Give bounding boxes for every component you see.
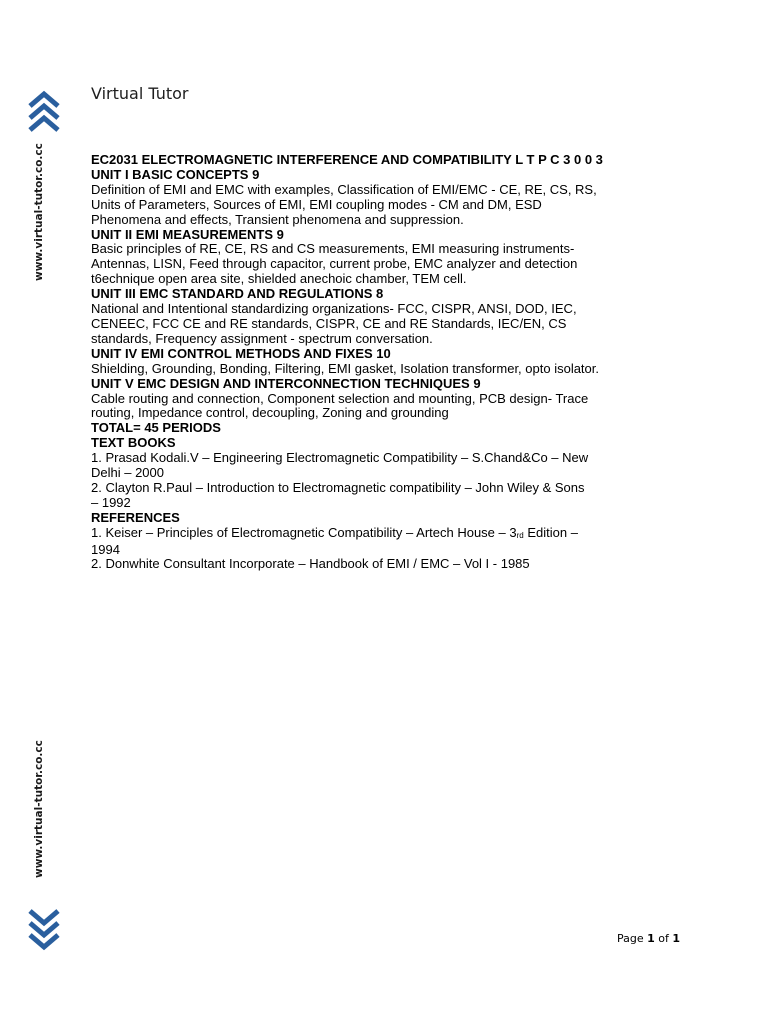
textbook-line: – 1992: [91, 494, 131, 510]
unit-5-heading: UNIT V EMC DESIGN AND INTERCONNECTION TECHNIQUES 9: [91, 375, 481, 391]
chevron-down-double-icon: [27, 905, 61, 951]
reference-line: [91, 526, 651, 543]
unit-4-line: Shielding, Grounding, Bonding, Filtering, EMI gasket, Isolation transformer, opto isolator.: [91, 360, 599, 376]
course-heading: EC2031 ELECTROMAGNETIC INTERFERENCE AND COMPATIBILITY L T P C 3 0 0 3: [91, 152, 603, 167]
reference-1-text: 1. Keiser – Principles of Electromagnetic Compatibility – Artech House – 3: [91, 524, 517, 540]
textbooks-heading: TEXT BOOKS: [91, 435, 176, 451]
side-url-text: www.virtual-tutor.co.cc: [33, 143, 45, 281]
chevron-up-double-icon: [27, 88, 61, 134]
page-label: Page: [617, 932, 644, 945]
unit-2-line: Antennas, LISN, Feed through capacitor, current probe, EMC analyzer and detection: [91, 256, 578, 272]
reference-1-ordinal: rd: [516, 530, 524, 540]
side-url-text: www.virtual-tutor.co.cc: [33, 740, 45, 878]
unit-3-heading: UNIT III EMC STANDARD AND REGULATIONS 8: [91, 286, 384, 302]
side-url-top: [33, 143, 47, 293]
total-periods: TOTAL= 45 PERIODS: [91, 420, 221, 436]
reference-line: 1994: [91, 541, 120, 557]
unit-3-line: National and Intentional standardizing organizations- FCC, CISPR, ANSI, DOD, IEC,: [91, 301, 577, 317]
unit-5-line: routing, Impedance control, decoupling, Zoning and grounding: [91, 405, 449, 421]
unit-5-line: Cable routing and connection, Component selection and mounting, PCB design- Trace: [91, 390, 589, 406]
unit-2-line: t6echnique open area site, shielded anechoic chamber, TEM cell.: [91, 271, 467, 287]
unit-3-line: standards, Frequency assignment - spectrum conversation.: [91, 330, 433, 346]
reference-1-text-end: Edition –: [523, 524, 578, 540]
syllabus-content: [91, 153, 651, 572]
textbook-line: 1. Prasad Kodali.V – Engineering Electromagnetic Compatibility – S.Chand&Co – New: [91, 450, 589, 466]
unit-3-line: CENEEC, FCC CE and RE standards, CISPR, CE and RE Standards, IEC/EN, CS: [91, 315, 567, 331]
unit-1-line: Units of Parameters, Sources of EMI, EMI coupling modes - CM and DM, ESD: [91, 196, 542, 212]
unit-4-heading: UNIT IV EMI CONTROL METHODS AND FIXES 10: [91, 345, 391, 361]
page-footer: [617, 932, 680, 945]
references-heading: REFERENCES: [91, 509, 180, 525]
brand-title: Virtual Tutor: [91, 84, 189, 103]
of-label: of: [658, 932, 669, 945]
unit-2-heading: UNIT II EMI MEASUREMENTS 9: [91, 226, 284, 242]
page-number: 1: [647, 932, 655, 945]
textbook-line: Delhi – 2000: [91, 465, 164, 481]
unit-1-line: Definition of EMI and EMC with examples, Classification of EMI/EMC - CE, RE, CS, RS,: [91, 181, 597, 197]
unit-1-line: Phenomena and effects, Transient phenomena and suppression.: [91, 211, 464, 227]
textbook-line: 2. Clayton R.Paul – Introduction to Electromagnetic compatibility – John Wiley & Sons: [91, 479, 585, 495]
unit-2-line: Basic principles of RE, CE, RS and CS measurements, EMI measuring instruments-: [91, 241, 575, 257]
side-url-bottom: [33, 740, 47, 890]
unit-1-heading: UNIT I BASIC CONCEPTS 9: [91, 166, 260, 182]
reference-line: 2. Donwhite Consultant Incorporate – Handbook of EMI / EMC – Vol I - 1985: [91, 556, 530, 572]
page-total: 1: [672, 932, 681, 945]
